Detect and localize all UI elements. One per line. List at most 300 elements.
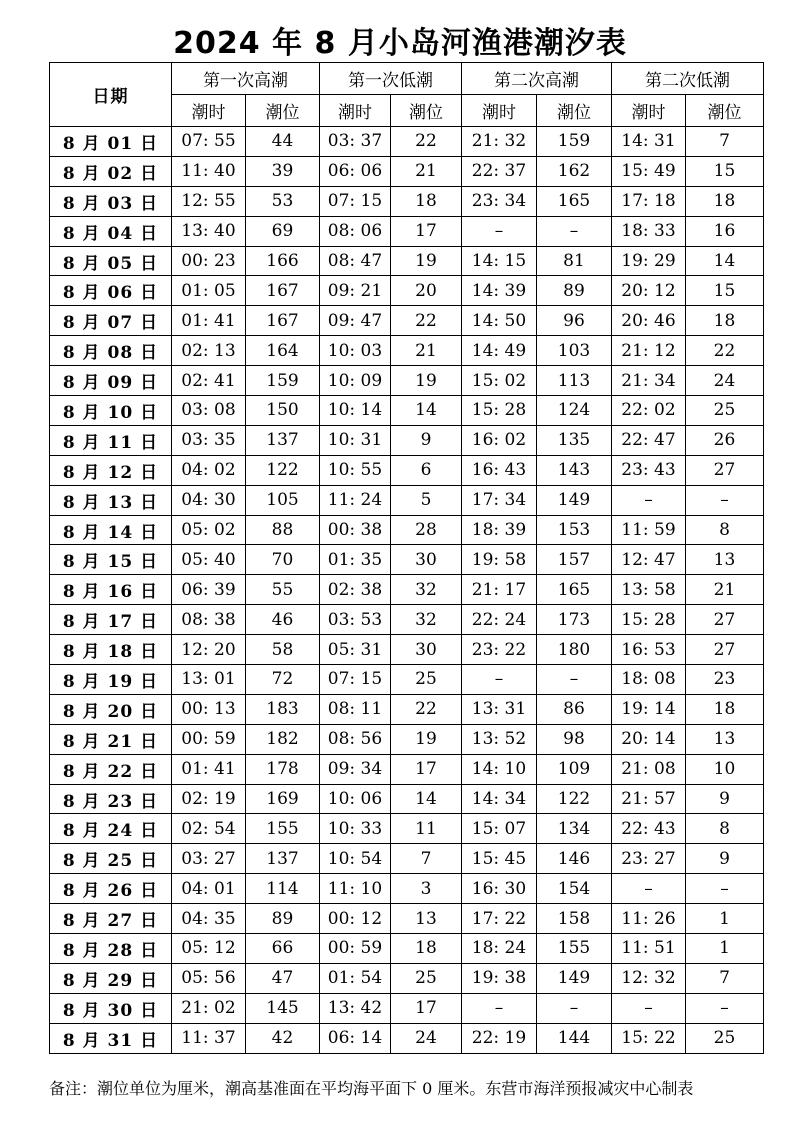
first-low-level-cell: 32: [391, 575, 462, 605]
first-low-time-cell: 00: 38: [320, 515, 391, 545]
second-high-level-cell: 154: [537, 874, 612, 904]
second-high-time-cell: –: [462, 216, 537, 246]
first-low-time-cell: 10: 31: [320, 425, 391, 455]
table-row: [50, 963, 764, 993]
first-low-level-cell: 21: [391, 156, 462, 186]
first-high-level-cell: 66: [246, 934, 320, 964]
first-high-level-cell: 55: [246, 575, 320, 605]
first-high-time-cell: 08: 38: [172, 605, 246, 635]
date-cell: 8 月 07 日: [50, 306, 172, 336]
second-low-level-cell: 9: [686, 844, 764, 874]
second-high-level-cell: 89: [537, 276, 612, 306]
second-high-time-cell: 17: 34: [462, 485, 537, 515]
first-high-level-cell: 72: [246, 665, 320, 695]
first-low-time-cell: 06: 14: [320, 1023, 391, 1053]
first-high-time-cell: 04: 30: [172, 485, 246, 515]
date-cell: 8 月 17 日: [50, 605, 172, 635]
second-low-level-cell: 27: [686, 605, 764, 635]
first-low-time-cell: 01: 35: [320, 545, 391, 575]
first-high-level-cell: 169: [246, 784, 320, 814]
first-low-time-cell: 00: 59: [320, 934, 391, 964]
second-high-time-cell: 21: 17: [462, 575, 537, 605]
first-high-time-cell: 12: 20: [172, 635, 246, 665]
table-row: [50, 156, 764, 186]
second-high-level-cell: –: [537, 665, 612, 695]
table-row: [50, 635, 764, 665]
first-high-level-cell: 114: [246, 874, 320, 904]
second-low-time-cell: 17: 18: [612, 186, 686, 216]
time-column-header: 潮时: [612, 95, 686, 127]
first-low-level-cell: 20: [391, 276, 462, 306]
first-low-level-cell: 18: [391, 934, 462, 964]
second-high-time-cell: 23: 22: [462, 635, 537, 665]
second-high-level-cell: 157: [537, 545, 612, 575]
second-low-time-cell: 14: 31: [612, 127, 686, 157]
second-high-level-cell: 146: [537, 844, 612, 874]
table-row: [50, 425, 764, 455]
date-cell: 8 月 22 日: [50, 754, 172, 784]
table-row: [50, 545, 764, 575]
table-row: [50, 127, 764, 157]
table-row: [50, 575, 764, 605]
first-low-time-cell: 10: 06: [320, 784, 391, 814]
first-low-level-cell: 14: [391, 784, 462, 814]
first-low-level-cell: 11: [391, 814, 462, 844]
first-low-time-cell: 10: 03: [320, 336, 391, 366]
first-high-level-cell: 69: [246, 216, 320, 246]
date-cell: 8 月 13 日: [50, 485, 172, 515]
footnote: 备注：潮位单位为厘米，潮高基准面在平均海平面下 0 厘米。东营市海洋预报减灾中心制表: [49, 1079, 694, 1098]
first-high-level-cell: 70: [246, 545, 320, 575]
first-high-time-cell: 00: 13: [172, 694, 246, 724]
table-row: [50, 754, 764, 784]
second-high-time-cell: 13: 52: [462, 724, 537, 754]
first-high-time-cell: 04: 35: [172, 904, 246, 934]
second-low-time-cell: –: [612, 874, 686, 904]
second-high-level-cell: 155: [537, 934, 612, 964]
first-low-level-cell: 24: [391, 1023, 462, 1053]
second-high-level-cell: 165: [537, 575, 612, 605]
date-cell: 8 月 11 日: [50, 425, 172, 455]
first-high-time-cell: 03: 35: [172, 425, 246, 455]
second-high-level-cell: 96: [537, 306, 612, 336]
date-cell: 8 月 02 日: [50, 156, 172, 186]
first-high-level-cell: 150: [246, 396, 320, 426]
first-low-level-cell: 30: [391, 635, 462, 665]
second-high-time-cell: 15: 02: [462, 366, 537, 396]
second-high-time-cell: 14: 49: [462, 336, 537, 366]
first-low-time-cell: 08: 47: [320, 246, 391, 276]
table-row: [50, 276, 764, 306]
second-low-time-cell: 20: 12: [612, 276, 686, 306]
second-low-time-cell: 13: 58: [612, 575, 686, 605]
first-low-level-cell: 17: [391, 993, 462, 1023]
second-high-time-cell: 22: 37: [462, 156, 537, 186]
table-row: [50, 186, 764, 216]
second-high-time-cell: 14: 15: [462, 246, 537, 276]
date-cell: 8 月 03 日: [50, 186, 172, 216]
second-low-level-cell: 14: [686, 246, 764, 276]
first-low-level-cell: 7: [391, 844, 462, 874]
date-cell: 8 月 01 日: [50, 127, 172, 157]
first-high-level-cell: 122: [246, 455, 320, 485]
second-high-level-cell: 158: [537, 904, 612, 934]
first-low-time-cell: 07: 15: [320, 186, 391, 216]
first-high-level-cell: 182: [246, 724, 320, 754]
second-high-time-cell: 19: 58: [462, 545, 537, 575]
second-low-level-cell: 7: [686, 963, 764, 993]
second-low-level-cell: –: [686, 874, 764, 904]
first-high-level-cell: 105: [246, 485, 320, 515]
second-high-time-cell: 15: 28: [462, 396, 537, 426]
second-low-level-cell: 13: [686, 545, 764, 575]
second-low-level-cell: –: [686, 993, 764, 1023]
first-high-level-cell: 53: [246, 186, 320, 216]
second-low-level-cell: 1: [686, 904, 764, 934]
table-row: [50, 724, 764, 754]
level-column-header: 潮位: [686, 95, 764, 127]
page-title: 2024 年 8 月小岛河渔港潮汐表: [173, 26, 627, 61]
table-row: [50, 306, 764, 336]
second-low-time-cell: 19: 14: [612, 694, 686, 724]
date-cell: 8 月 10 日: [50, 396, 172, 426]
time-column-header: 潮时: [462, 95, 537, 127]
first-low-time-cell: 03: 37: [320, 127, 391, 157]
first-low-time-cell: 10: 55: [320, 455, 391, 485]
second-high-level-cell: 144: [537, 1023, 612, 1053]
second-high-time-cell: 14: 39: [462, 276, 537, 306]
second-low-time-cell: 22: 02: [612, 396, 686, 426]
second-high-level-cell: 143: [537, 455, 612, 485]
first-low-time-cell: 09: 47: [320, 306, 391, 336]
date-cell: 8 月 23 日: [50, 784, 172, 814]
first-high-time-cell: 05: 12: [172, 934, 246, 964]
group-header-first-low: 第一次低潮: [320, 63, 462, 95]
second-low-time-cell: 23: 43: [612, 455, 686, 485]
time-column-header: 潮时: [172, 95, 246, 127]
date-cell: 8 月 09 日: [50, 366, 172, 396]
date-cell: 8 月 18 日: [50, 635, 172, 665]
second-low-level-cell: 8: [686, 515, 764, 545]
first-low-level-cell: 17: [391, 754, 462, 784]
second-high-level-cell: 180: [537, 635, 612, 665]
date-column-header: 日期: [50, 63, 172, 127]
second-high-time-cell: 15: 07: [462, 814, 537, 844]
table-row: [50, 246, 764, 276]
first-low-level-cell: 9: [391, 425, 462, 455]
second-high-level-cell: 165: [537, 186, 612, 216]
first-high-time-cell: 02: 54: [172, 814, 246, 844]
second-low-level-cell: 18: [686, 694, 764, 724]
table-row: [50, 814, 764, 844]
first-high-time-cell: 01: 41: [172, 754, 246, 784]
table-row: [50, 216, 764, 246]
table-row: [50, 694, 764, 724]
second-low-time-cell: 21: 57: [612, 784, 686, 814]
second-low-level-cell: 18: [686, 306, 764, 336]
second-high-time-cell: 16: 43: [462, 455, 537, 485]
first-high-level-cell: 183: [246, 694, 320, 724]
first-low-time-cell: 10: 54: [320, 844, 391, 874]
second-high-level-cell: 159: [537, 127, 612, 157]
second-high-level-cell: 149: [537, 963, 612, 993]
first-high-time-cell: 07: 55: [172, 127, 246, 157]
second-high-time-cell: 17: 22: [462, 904, 537, 934]
first-low-time-cell: 10: 14: [320, 396, 391, 426]
second-low-level-cell: 21: [686, 575, 764, 605]
first-high-level-cell: 137: [246, 844, 320, 874]
second-high-level-cell: 173: [537, 605, 612, 635]
second-low-time-cell: 15: 28: [612, 605, 686, 635]
first-high-level-cell: 89: [246, 904, 320, 934]
date-cell: 8 月 24 日: [50, 814, 172, 844]
second-low-level-cell: 10: [686, 754, 764, 784]
time-column-header: 潮时: [320, 95, 391, 127]
second-low-time-cell: 12: 47: [612, 545, 686, 575]
second-low-time-cell: 20: 14: [612, 724, 686, 754]
table-row: [50, 665, 764, 695]
first-high-level-cell: 159: [246, 366, 320, 396]
date-cell: 8 月 27 日: [50, 904, 172, 934]
first-low-time-cell: 09: 34: [320, 754, 391, 784]
first-high-time-cell: 12: 55: [172, 186, 246, 216]
table-row: [50, 1023, 764, 1053]
second-low-level-cell: 25: [686, 1023, 764, 1053]
first-low-time-cell: 11: 24: [320, 485, 391, 515]
date-cell: 8 月 30 日: [50, 993, 172, 1023]
second-low-time-cell: –: [612, 993, 686, 1023]
date-cell: 8 月 31 日: [50, 1023, 172, 1053]
second-low-time-cell: 21: 34: [612, 366, 686, 396]
second-high-time-cell: 23: 34: [462, 186, 537, 216]
first-high-level-cell: 178: [246, 754, 320, 784]
date-cell: 8 月 19 日: [50, 665, 172, 695]
first-high-time-cell: 00: 59: [172, 724, 246, 754]
second-low-level-cell: 7: [686, 127, 764, 157]
date-cell: 8 月 21 日: [50, 724, 172, 754]
second-high-time-cell: 18: 24: [462, 934, 537, 964]
second-low-time-cell: 22: 47: [612, 425, 686, 455]
first-low-time-cell: 03: 53: [320, 605, 391, 635]
first-high-level-cell: 137: [246, 425, 320, 455]
first-high-time-cell: 13: 01: [172, 665, 246, 695]
second-low-time-cell: 15: 22: [612, 1023, 686, 1053]
second-low-time-cell: 19: 29: [612, 246, 686, 276]
second-low-level-cell: 24: [686, 366, 764, 396]
second-high-level-cell: 113: [537, 366, 612, 396]
first-low-level-cell: 19: [391, 246, 462, 276]
second-high-level-cell: 153: [537, 515, 612, 545]
second-low-time-cell: 20: 46: [612, 306, 686, 336]
first-low-level-cell: 28: [391, 515, 462, 545]
second-high-level-cell: –: [537, 216, 612, 246]
second-high-time-cell: –: [462, 665, 537, 695]
first-low-time-cell: 10: 09: [320, 366, 391, 396]
table-body: [50, 127, 764, 1054]
first-low-time-cell: 02: 38: [320, 575, 391, 605]
second-high-level-cell: 135: [537, 425, 612, 455]
date-cell: 8 月 08 日: [50, 336, 172, 366]
date-cell: 8 月 15 日: [50, 545, 172, 575]
date-cell: 8 月 25 日: [50, 844, 172, 874]
second-high-time-cell: 22: 24: [462, 605, 537, 635]
second-low-time-cell: –: [612, 485, 686, 515]
first-high-time-cell: 05: 56: [172, 963, 246, 993]
second-low-level-cell: 23: [686, 665, 764, 695]
first-low-time-cell: 08: 11: [320, 694, 391, 724]
first-low-level-cell: 22: [391, 306, 462, 336]
second-high-level-cell: 124: [537, 396, 612, 426]
second-high-time-cell: 16: 02: [462, 425, 537, 455]
table-row: [50, 455, 764, 485]
first-high-time-cell: 02: 19: [172, 784, 246, 814]
first-high-level-cell: 47: [246, 963, 320, 993]
first-low-time-cell: 07: 15: [320, 665, 391, 695]
first-high-level-cell: 167: [246, 306, 320, 336]
first-high-level-cell: 58: [246, 635, 320, 665]
first-high-level-cell: 166: [246, 246, 320, 276]
second-low-time-cell: 16: 53: [612, 635, 686, 665]
date-cell: 8 月 04 日: [50, 216, 172, 246]
first-low-time-cell: 10: 33: [320, 814, 391, 844]
second-high-time-cell: 14: 10: [462, 754, 537, 784]
second-low-time-cell: 15: 49: [612, 156, 686, 186]
second-low-time-cell: 12: 32: [612, 963, 686, 993]
first-high-time-cell: 21: 02: [172, 993, 246, 1023]
second-low-level-cell: 15: [686, 276, 764, 306]
second-high-time-cell: 14: 34: [462, 784, 537, 814]
second-low-time-cell: 11: 26: [612, 904, 686, 934]
table-row: [50, 844, 764, 874]
first-low-time-cell: 00: 12: [320, 904, 391, 934]
second-low-level-cell: 15: [686, 156, 764, 186]
table-row: [50, 515, 764, 545]
second-low-level-cell: 27: [686, 455, 764, 485]
first-low-time-cell: 11: 10: [320, 874, 391, 904]
second-low-level-cell: 25: [686, 396, 764, 426]
second-high-level-cell: –: [537, 993, 612, 1023]
first-high-time-cell: 01: 41: [172, 306, 246, 336]
first-low-level-cell: 22: [391, 694, 462, 724]
date-cell: 8 月 16 日: [50, 575, 172, 605]
group-header-second-high: 第二次高潮: [462, 63, 612, 95]
first-high-time-cell: 00: 23: [172, 246, 246, 276]
date-cell: 8 月 12 日: [50, 455, 172, 485]
first-low-level-cell: 19: [391, 724, 462, 754]
second-high-level-cell: 103: [537, 336, 612, 366]
second-low-level-cell: 16: [686, 216, 764, 246]
table-row: [50, 934, 764, 964]
second-low-time-cell: 11: 51: [612, 934, 686, 964]
second-low-time-cell: 21: 08: [612, 754, 686, 784]
first-low-time-cell: 08: 06: [320, 216, 391, 246]
group-header-first-high: 第一次高潮: [172, 63, 320, 95]
second-high-time-cell: 21: 32: [462, 127, 537, 157]
table-row: [50, 396, 764, 426]
first-low-level-cell: 19: [391, 366, 462, 396]
second-low-level-cell: 1: [686, 934, 764, 964]
first-low-level-cell: 6: [391, 455, 462, 485]
second-low-level-cell: 8: [686, 814, 764, 844]
table-row: [50, 904, 764, 934]
second-low-level-cell: 9: [686, 784, 764, 814]
second-low-level-cell: 22: [686, 336, 764, 366]
first-high-time-cell: 04: 02: [172, 455, 246, 485]
second-low-level-cell: 18: [686, 186, 764, 216]
first-low-level-cell: 14: [391, 396, 462, 426]
date-cell: 8 月 14 日: [50, 515, 172, 545]
second-low-time-cell: 18: 33: [612, 216, 686, 246]
date-cell: 8 月 05 日: [50, 246, 172, 276]
first-high-time-cell: 02: 13: [172, 336, 246, 366]
first-low-level-cell: 17: [391, 216, 462, 246]
second-low-time-cell: 23: 27: [612, 844, 686, 874]
second-high-level-cell: 86: [537, 694, 612, 724]
second-high-time-cell: 18: 39: [462, 515, 537, 545]
second-high-time-cell: 13: 31: [462, 694, 537, 724]
first-high-level-cell: 164: [246, 336, 320, 366]
first-low-time-cell: 08: 56: [320, 724, 391, 754]
first-high-time-cell: 06: 39: [172, 575, 246, 605]
first-low-level-cell: 18: [391, 186, 462, 216]
group-header-second-low: 第二次低潮: [612, 63, 764, 95]
second-low-level-cell: –: [686, 485, 764, 515]
date-cell: 8 月 28 日: [50, 934, 172, 964]
table-row: [50, 874, 764, 904]
first-low-time-cell: 06: 06: [320, 156, 391, 186]
date-cell: 8 月 06 日: [50, 276, 172, 306]
second-low-level-cell: 27: [686, 635, 764, 665]
first-high-time-cell: 02: 41: [172, 366, 246, 396]
date-cell: 8 月 20 日: [50, 694, 172, 724]
second-low-level-cell: 13: [686, 724, 764, 754]
second-high-level-cell: 98: [537, 724, 612, 754]
second-high-level-cell: 81: [537, 246, 612, 276]
second-low-time-cell: 11: 59: [612, 515, 686, 545]
first-low-level-cell: 25: [391, 963, 462, 993]
second-high-level-cell: 109: [537, 754, 612, 784]
second-high-time-cell: 16: 30: [462, 874, 537, 904]
first-low-time-cell: 05: 31: [320, 635, 391, 665]
second-high-time-cell: 15: 45: [462, 844, 537, 874]
first-high-time-cell: 05: 02: [172, 515, 246, 545]
second-high-level-cell: 149: [537, 485, 612, 515]
first-high-level-cell: 44: [246, 127, 320, 157]
first-low-level-cell: 32: [391, 605, 462, 635]
first-high-level-cell: 167: [246, 276, 320, 306]
table-header: [50, 63, 764, 127]
first-high-time-cell: 01: 05: [172, 276, 246, 306]
second-low-time-cell: 22: 43: [612, 814, 686, 844]
first-low-level-cell: 3: [391, 874, 462, 904]
second-high-time-cell: 19: 38: [462, 963, 537, 993]
first-high-level-cell: 155: [246, 814, 320, 844]
tide-table: [49, 62, 764, 1054]
date-cell: 8 月 26 日: [50, 874, 172, 904]
first-high-level-cell: 39: [246, 156, 320, 186]
first-low-level-cell: 22: [391, 127, 462, 157]
table-row: [50, 336, 764, 366]
table-row: [50, 605, 764, 635]
second-high-time-cell: 22: 19: [462, 1023, 537, 1053]
second-low-time-cell: 21: 12: [612, 336, 686, 366]
second-high-level-cell: 162: [537, 156, 612, 186]
first-low-level-cell: 13: [391, 904, 462, 934]
date-cell: 8 月 29 日: [50, 963, 172, 993]
second-high-level-cell: 122: [537, 784, 612, 814]
first-low-level-cell: 5: [391, 485, 462, 515]
second-high-time-cell: 14: 50: [462, 306, 537, 336]
